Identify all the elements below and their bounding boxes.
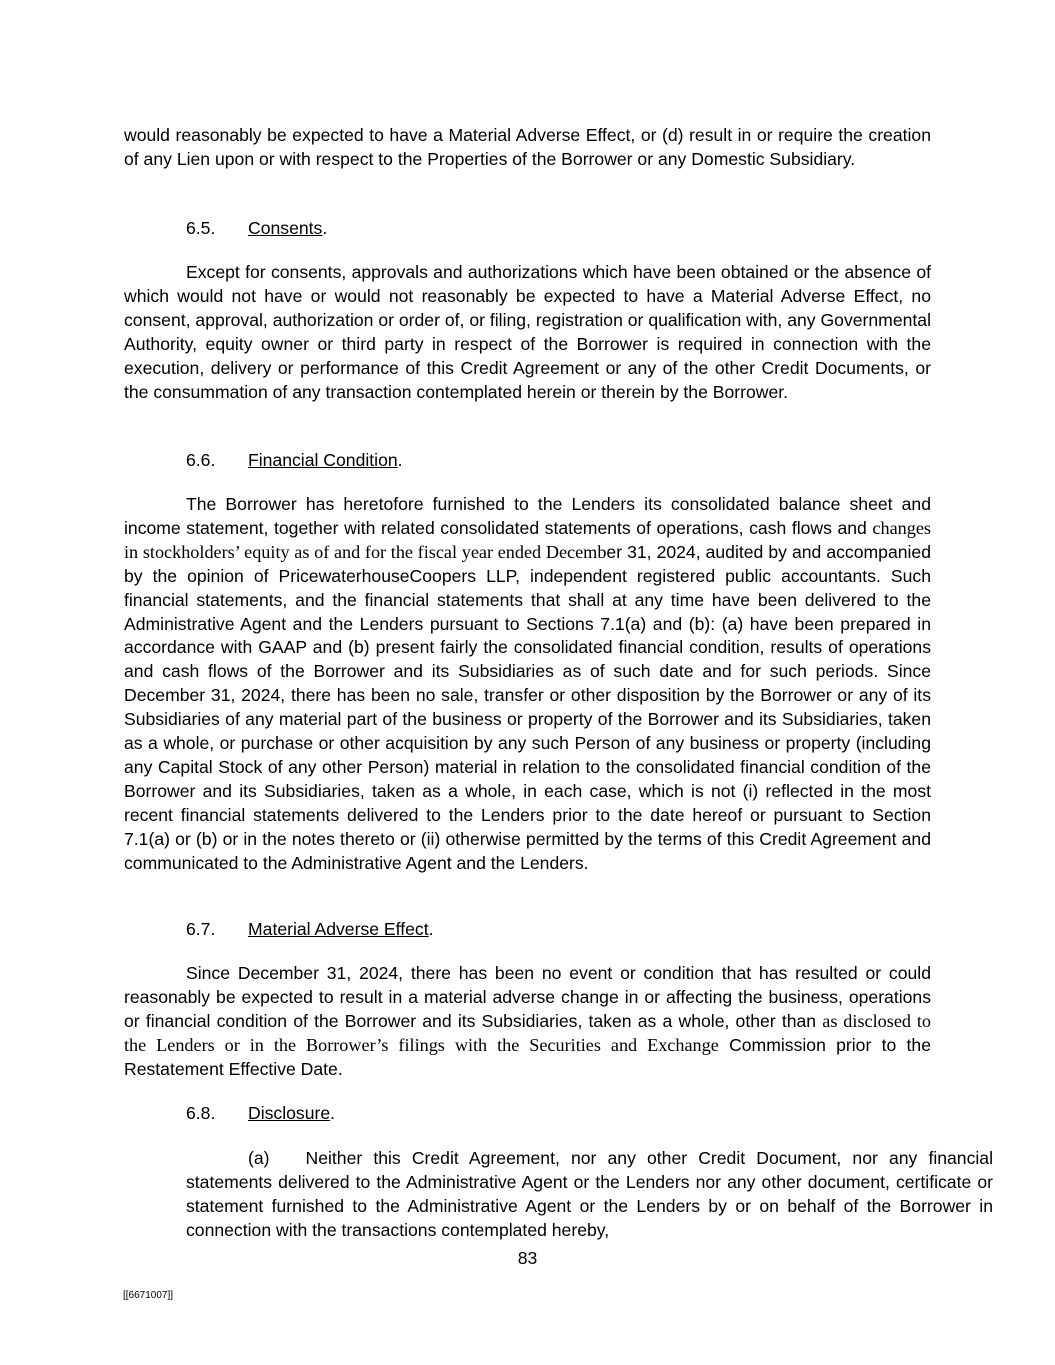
section-title: Financial Condition	[248, 450, 398, 470]
section-heading-6-7: 6.7. Material Adverse Effect.	[124, 918, 993, 942]
section-heading-6-5: 6.5. Consents.	[124, 217, 993, 241]
section-number: 6.5.	[186, 218, 216, 238]
section-number: 6.7.	[186, 919, 216, 939]
section-number: 6.8.	[186, 1103, 216, 1123]
page-number: 83	[517, 1248, 538, 1268]
section-title: Consents	[248, 218, 323, 238]
section-title: Material Adverse Effect	[248, 919, 429, 939]
section-title: Disclosure	[248, 1103, 331, 1123]
section-number: 6.6.	[186, 450, 216, 470]
section-heading-6-6: 6.6. Financial Condition.	[124, 449, 993, 473]
document-id: [[6671007]]	[123, 1290, 174, 1301]
subsection-label: (a)	[248, 1148, 270, 1168]
section-body-6-6: The Borrower has heretofore furnished to the Lenders its consolidated balance sheet and income statement, together with related consolidated statements of operations, cash flows and changes in stockholders’ equity as of and for the fiscal year ended December 31, 2024, audited by and accompanied by the opinion of PricewaterhouseCoopers LLP, independent registered public accountants. Such financial statements, and the financial statements that shall at any time have been delivered to the Administrative Agent and the Lenders pursuant to Sections 7.1(a) and (b): (a) have been prepared in accordance with GAAP and (b) present fairly the consolidated financial condition, results of operations and cash flows of the Borrower and its Subsidiaries as of such date and for such periods. Since December 31, 2024, there has been no sale, transfer or other disposition by the Borrower or any of its Subsidiaries of any material part of the business or property of the Borrower and its Subsidiaries, taken as a whole, or purchase or other acquisition by any such Person of any business or property (including any Capital Stock of any other Person) material in relation to the consolidated financial condition of the Borrower and its Subsidiaries, taken as a whole, in each case, which is not (i) reflected in the most recent financial statements delivered to the Lenders prior to the date hereof or pursuant to Section 7.1(a) or (b) or in the notes thereto or (ii) otherwise permitted by the terms of this Credit Agreement and communicated to the Administrative Agent and the Lenders.	[124, 494, 931, 873]
subsection-body: (a) Neither this Credit Agreement, nor any other Credit Document, nor any financial statements delivered to the Administrative Agent or the Lenders nor any other document, certificate or statement furnished to the Administrative Agent or the Lenders by or on behalf of the Borrower in connection with the transactions contemplated hereby,	[186, 1148, 993, 1240]
subsection-a	[124, 1147, 993, 1243]
section-body-6-5: Except for consents, approvals and authorizations which have been obtained or the absence of which would not have or would not reasonably be expected to have a Material Adverse Effect, no consent, approval, authorization or order of, or filing, registration or qualification with, any Governmental Authority, equity owner or third party in respect of the Borrower is required in connection with the execution, delivery or performance of this Credit Agreement or any of the other Credit Documents, or the consummation of any transaction contemplated herein or therein by the Borrower.	[124, 262, 931, 402]
section-body-6-7: Since December 31, 2024, there has been no event or condition that has resulted or could reasonably be expected to result in a material adverse change in or affecting the business, operations or financial condition of the Borrower and its Subsidiaries, taken as a whole, other than as disclosed to the Lenders or in the Borrower’s filings with the Securities and Exchange Commission prior to the Restatement Effective Date.	[124, 963, 932, 1079]
section-heading-6-8: 6.8. Disclosure.	[124, 1102, 993, 1126]
continuation-paragraph: would reasonably be expected to have a Material Adverse Effect, or (d) result in or require the creation of any Lien upon or with respect to the Properties of the Borrower or any Domestic Subsidiary.	[124, 125, 931, 169]
